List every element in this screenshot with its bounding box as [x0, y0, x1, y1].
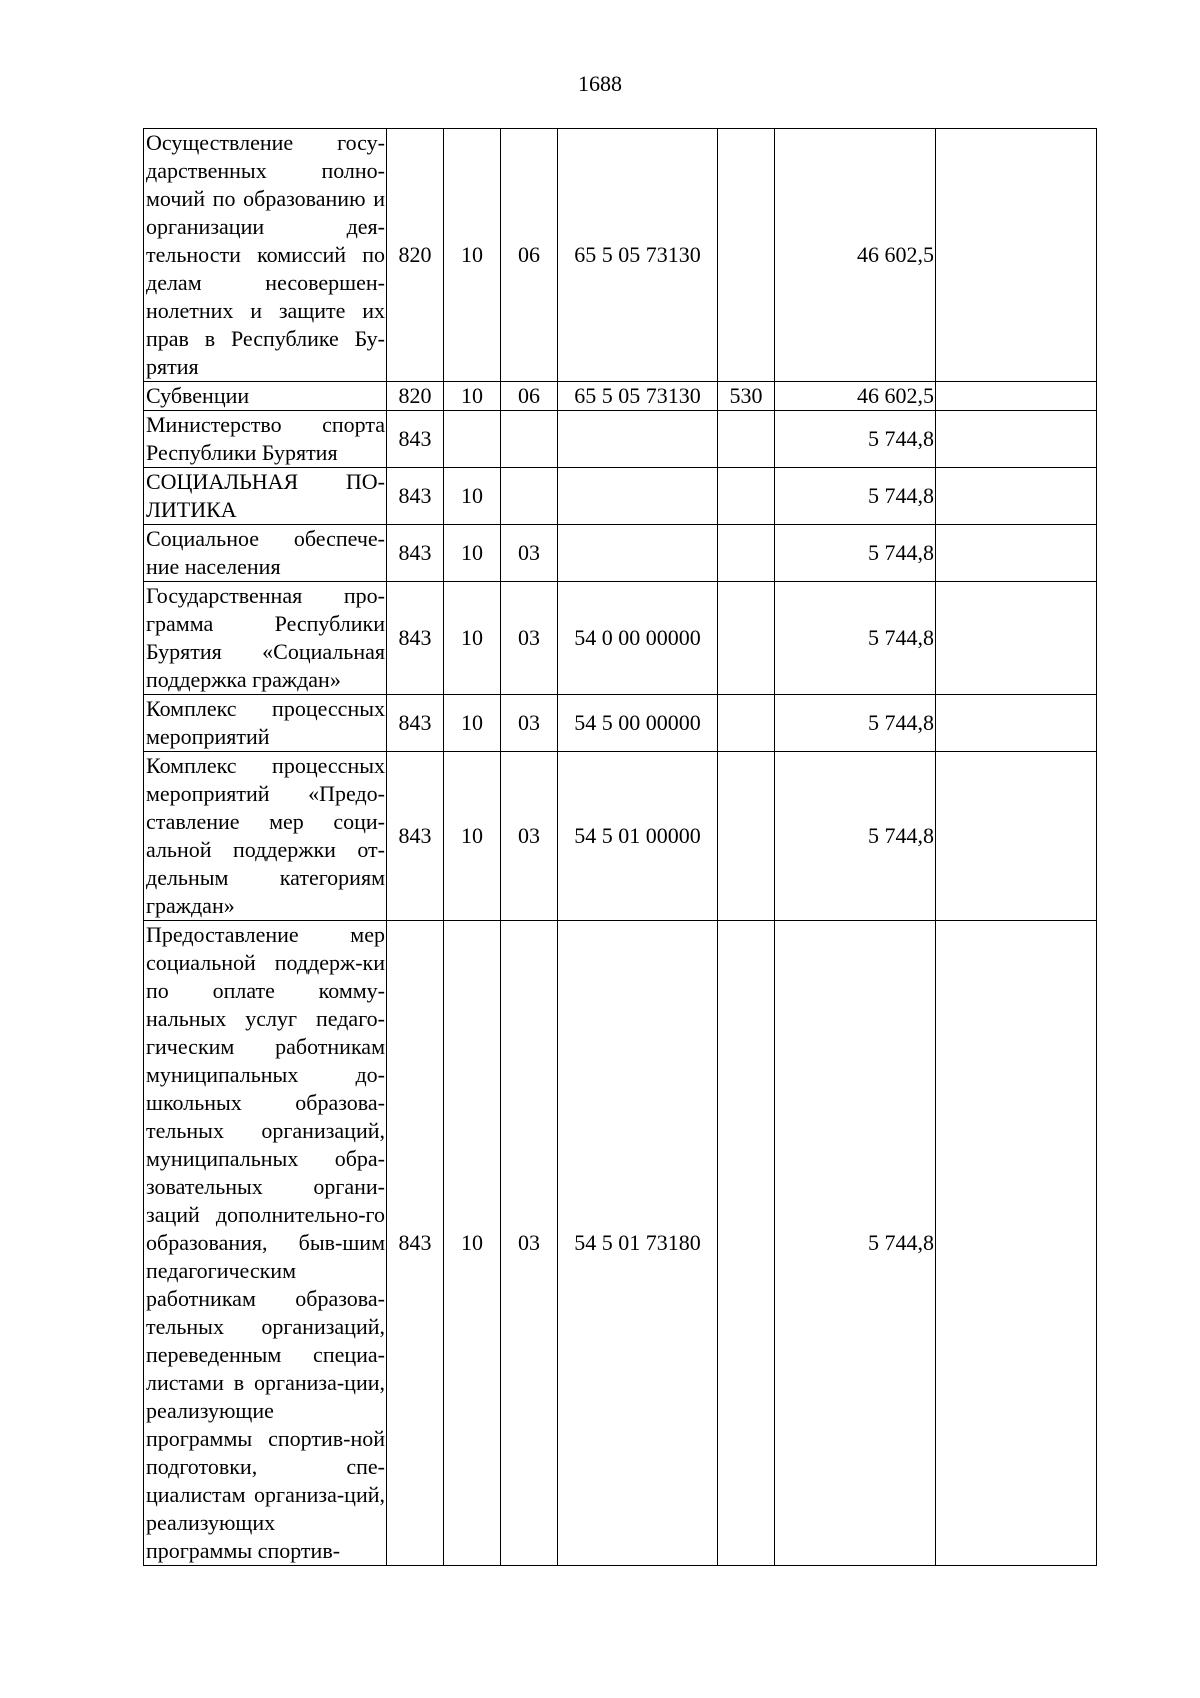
- grbs-cell: 820: [387, 129, 444, 382]
- expense-type-cell: [718, 129, 775, 382]
- target-item-cell: 65 5 05 73130: [558, 382, 718, 411]
- target-item-cell: 65 5 05 73130: [558, 129, 718, 382]
- subsection-cell: [501, 411, 558, 468]
- table-row: [144, 695, 1097, 752]
- table-row: [144, 411, 1097, 468]
- section-cell: 10: [444, 468, 501, 525]
- row-name-cell: Социальное обеспече-ние населения: [144, 525, 387, 582]
- expense-type-cell: [718, 752, 775, 921]
- row-name-cell: Предоставление мер социальной поддерж-ки по оплате комму-нальных услуг педаго-гическим работникам муниципальных до-школьных образова-тельных организаций, муниципальных обра-зовательных органи-заций дополнительно-го образования, быв-шим педагогическим работникам образова-тельных организаций, переведенным специа-листами в организа-ции, реализующие программы спортив-ной подготовки, спе-циалистам организа-ций, реализующих программы спортив-: [144, 921, 387, 1566]
- expense-type-cell: [718, 468, 775, 525]
- table-row: [144, 921, 1097, 1566]
- amount-cell: 5 744,8: [775, 411, 936, 468]
- subsection-cell: 03: [501, 752, 558, 921]
- amount-cell: 46 602,5: [775, 382, 936, 411]
- row-name-cell: Комплекс процессных мероприятий: [144, 695, 387, 752]
- extra-cell: [936, 468, 1097, 525]
- budget-table: [143, 128, 1097, 1566]
- subsection-cell: 03: [501, 695, 558, 752]
- target-item-cell: 54 0 00 00000: [558, 582, 718, 695]
- expense-type-cell: [718, 921, 775, 1566]
- table-row: [144, 129, 1097, 382]
- target-item-cell: [558, 468, 718, 525]
- row-name-cell: СОЦИАЛЬНАЯ ПО-ЛИТИКА: [144, 468, 387, 525]
- section-cell: 10: [444, 525, 501, 582]
- target-item-cell: 54 5 01 73180: [558, 921, 718, 1566]
- subsection-cell: 03: [501, 582, 558, 695]
- grbs-cell: 843: [387, 752, 444, 921]
- subsection-cell: 03: [501, 525, 558, 582]
- amount-cell: 46 602,5: [775, 129, 936, 382]
- expense-type-cell: [718, 411, 775, 468]
- amount-cell: 5 744,8: [775, 921, 936, 1566]
- row-name-cell: Комплекс процессных мероприятий «Предо-ставление мер соци-альной поддержки от-дельным категориям граждан»: [144, 752, 387, 921]
- grbs-cell: 843: [387, 411, 444, 468]
- subsection-cell: 06: [501, 129, 558, 382]
- section-cell: 10: [444, 129, 501, 382]
- table-row: [144, 752, 1097, 921]
- table-row: [144, 525, 1097, 582]
- row-name-cell: Государственная про-грамма Республики Бурятия «Социальная поддержка граждан»: [144, 582, 387, 695]
- subsection-cell: 03: [501, 921, 558, 1566]
- row-name-cell: Осуществление госу-дарственных полно-мочий по образованию и организации дея-тельности комиссий по делам несовершен-нолетних и защите их прав в Республике Бу-рятия: [144, 129, 387, 382]
- target-item-cell: [558, 411, 718, 468]
- extra-cell: [936, 921, 1097, 1566]
- grbs-cell: 843: [387, 525, 444, 582]
- subsection-cell: [501, 468, 558, 525]
- section-cell: 10: [444, 382, 501, 411]
- extra-cell: [936, 752, 1097, 921]
- section-cell: [444, 411, 501, 468]
- amount-cell: 5 744,8: [775, 468, 936, 525]
- amount-cell: 5 744,8: [775, 695, 936, 752]
- section-cell: 10: [444, 582, 501, 695]
- section-cell: 10: [444, 752, 501, 921]
- table-row: [144, 582, 1097, 695]
- extra-cell: [936, 411, 1097, 468]
- grbs-cell: 843: [387, 921, 444, 1566]
- extra-cell: [936, 129, 1097, 382]
- amount-cell: 5 744,8: [775, 582, 936, 695]
- extra-cell: [936, 582, 1097, 695]
- target-item-cell: 54 5 00 00000: [558, 695, 718, 752]
- table-row: [144, 382, 1097, 411]
- row-name-cell: Министерство спорта Республики Бурятия: [144, 411, 387, 468]
- section-cell: 10: [444, 695, 501, 752]
- row-name-cell: Субвенции: [144, 382, 387, 411]
- table-row: [144, 468, 1097, 525]
- subsection-cell: 06: [501, 382, 558, 411]
- target-item-cell: 54 5 01 00000: [558, 752, 718, 921]
- grbs-cell: 843: [387, 468, 444, 525]
- grbs-cell: 820: [387, 382, 444, 411]
- expense-type-cell: 530: [718, 382, 775, 411]
- amount-cell: 5 744,8: [775, 752, 936, 921]
- amount-cell: 5 744,8: [775, 525, 936, 582]
- expense-type-cell: [718, 695, 775, 752]
- extra-cell: [936, 695, 1097, 752]
- section-cell: 10: [444, 921, 501, 1566]
- expense-type-cell: [718, 582, 775, 695]
- grbs-cell: 843: [387, 582, 444, 695]
- target-item-cell: [558, 525, 718, 582]
- extra-cell: [936, 382, 1097, 411]
- page-number: 1688: [578, 71, 622, 96]
- extra-cell: [936, 525, 1097, 582]
- grbs-cell: 843: [387, 695, 444, 752]
- expense-type-cell: [718, 525, 775, 582]
